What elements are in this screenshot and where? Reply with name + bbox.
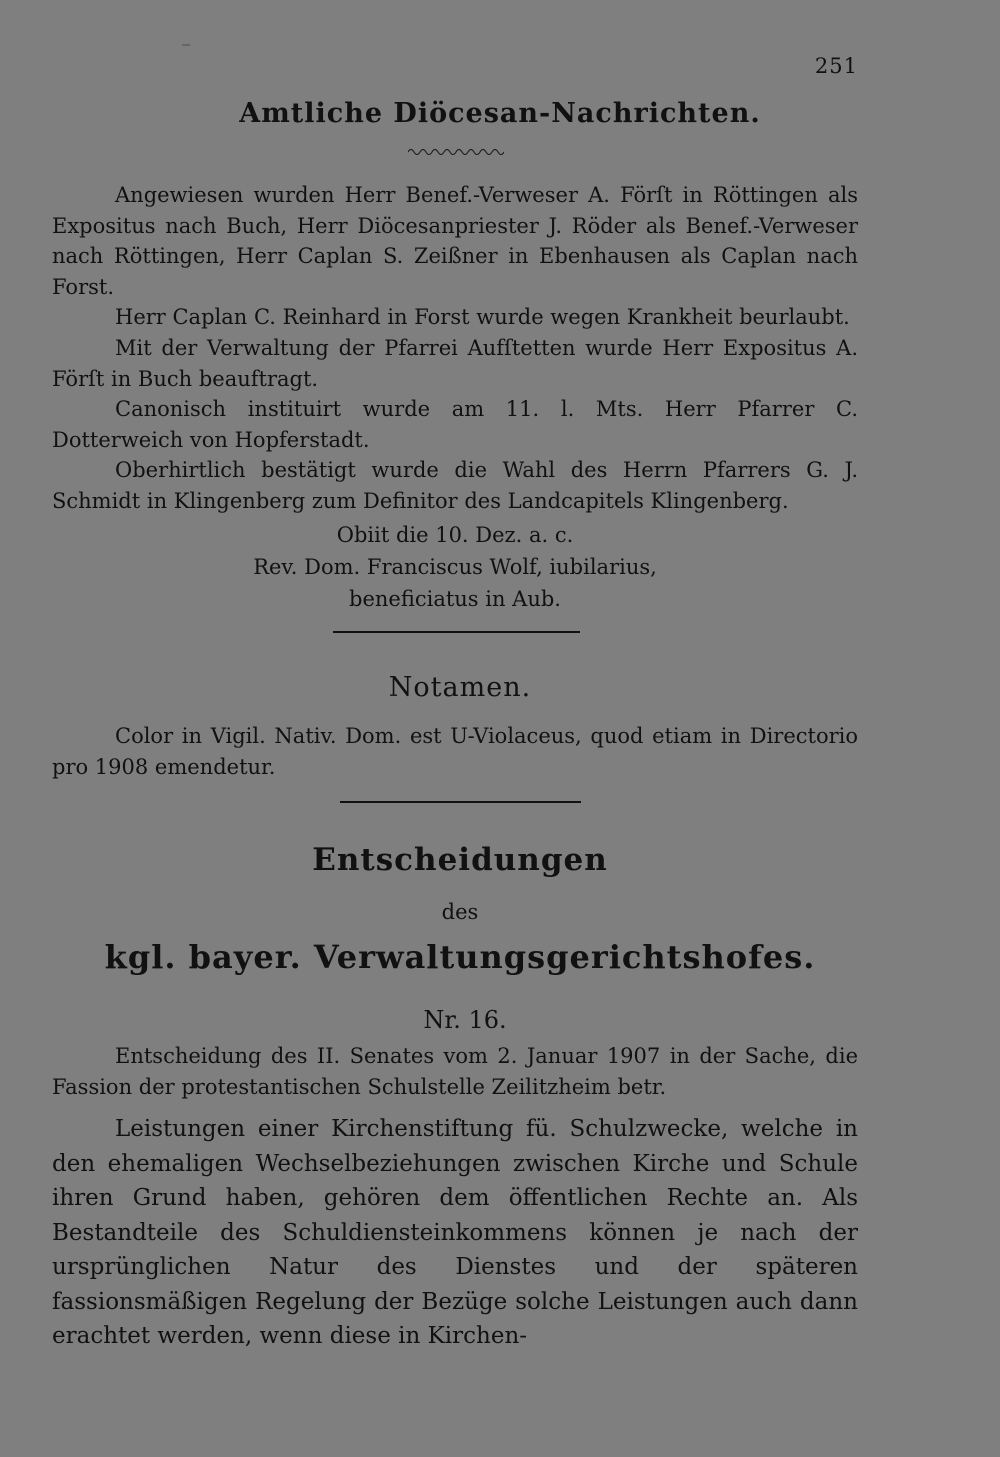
section-title-decisions: Entscheidungen: [312, 842, 608, 878]
section-subtitle-des: des: [441, 900, 479, 924]
obituary-line-3: beneficiatus in Aub.: [349, 587, 561, 611]
section-subtitle-court: kgl. bayer. Verwaltungsgerichtshofes.: [104, 938, 816, 976]
decision-number: Nr. 16.: [423, 1006, 507, 1034]
news-paragraph-leave: Herr Caplan C. Reinhard in Forst wurde wegen Krankheit beurlaubt.: [115, 305, 850, 329]
news-paragraph-institution: Canonisch instituirt wurde am 11. l. Mts. Herr Pfarrer C. Dotterweich von Hopferstadt.: [52, 397, 858, 452]
section-divider: [333, 631, 580, 633]
decision-body: Leistungen einer Kirchenstiftung fü. Schulzwecke, welche in den ehemaligen Wechselbeziehungen zwischen Kirche und Schule ihren Grund haben, gehören dem öffentlichen Rechte an. Als Bestandteile des Schuldiensteinkommens können je nach der ursprünglichen Natur des Dienstes und der späteren fassionsmäßigen Regelung der Bezüge solche Leistungen auch dann erachtet werden, wenn diese in Kirchen-: [52, 1116, 858, 1349]
news-paragraph-election: Oberhirtlich bestätigt wurde die Wahl des Herrn Pfarrers G. J. Schmidt in Klingenberg zum Definitor des Landcapitels Klingenberg.: [52, 458, 858, 513]
obituary-line-2: Rev. Dom. Franciscus Wolf, iubilarius,: [253, 555, 657, 579]
scan-mark: [182, 44, 190, 46]
wavy-divider-ornament: [408, 146, 504, 158]
news-paragraph-assignments: Angewiesen wurden Herr Benef.-Verweser A. Förſt in Röttingen als Expositus nach Buch, Herr Diöcesanpriester J. Röder als Benef.-Verweser nach Röttingen, Herr Caplan S. Zeißner in Ebenhausen als Caplan nach Forst.: [52, 183, 858, 299]
notamen-text: Color in Vigil. Nativ. Dom. est U-Violaceus, quod etiam in Directorio pro 1908 emendetur.: [52, 724, 858, 779]
news-paragraph-administration: Mit der Verwaltung der Pfarrei Aufſtetten wurde Herr Expositus A. Förſt in Buch beauftragt.: [52, 336, 858, 391]
section-title-notamen: Notamen.: [388, 672, 532, 703]
page-number: 251: [814, 54, 858, 78]
section-title-diocesan-news: Amtliche Diöcesan-Nachrichten.: [239, 98, 761, 129]
section-divider: [340, 801, 581, 803]
obituary-line-1: Obiit die 10. Dez. a. c.: [336, 523, 574, 547]
decision-intro: Entscheidung des II. Senates vom 2. Januar 1907 in der Sache, die Fassion der protestantischen Schulstelle Zeilitzheim betr.: [52, 1044, 858, 1099]
